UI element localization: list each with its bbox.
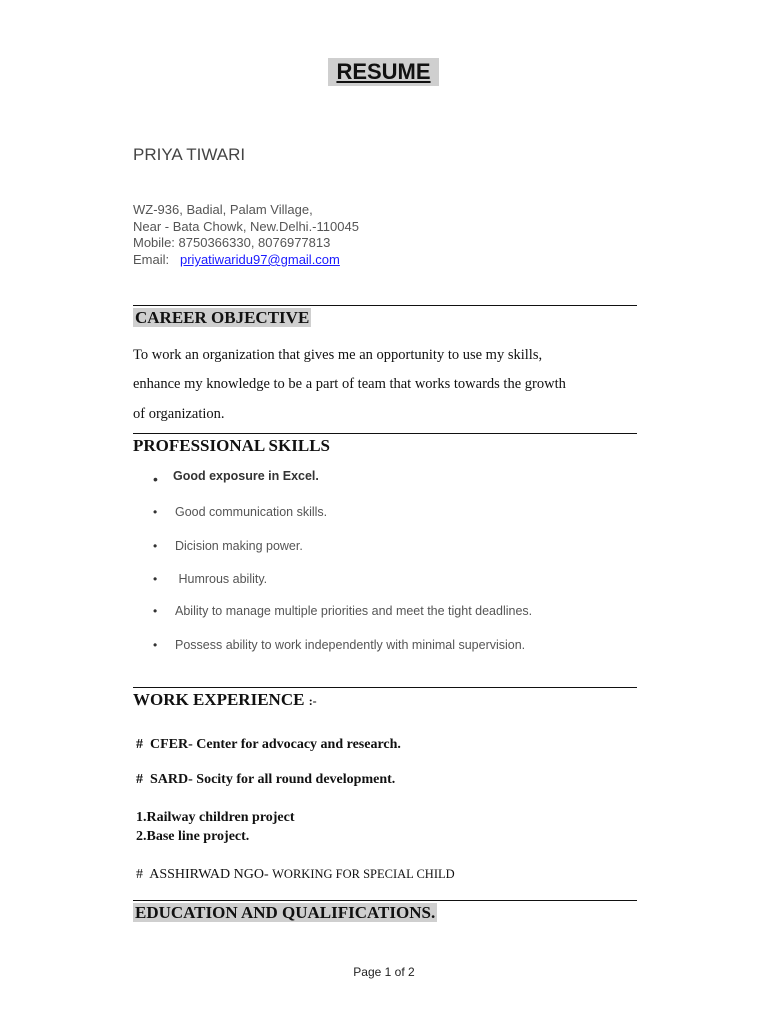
education-heading: [133, 902, 437, 924]
work-subitem: 1.Railway children project: [136, 810, 295, 825]
objective-line-3: of organization.: [133, 406, 225, 422]
skill-item: Possess ability to work independently with minimal supervision.: [175, 638, 526, 652]
document-title: RESUME: [328, 58, 439, 86]
skill-item: Humrous ability.: [175, 572, 268, 586]
skill-item: Good exposure in Excel.: [173, 469, 319, 483]
work-item-description: WORKING FOR SPECIAL CHILD: [272, 867, 455, 881]
address-line-2: Near - Bata Chowk, New.Delhi.-110045: [133, 219, 359, 234]
bullet-icon: •: [153, 638, 158, 652]
candidate-name: PRIYA TIWARI: [133, 145, 246, 164]
education-heading-text: EDUCATION AND QUALIFICATIONS.: [135, 903, 436, 922]
section-divider: [133, 687, 637, 688]
mobile-numbers: Mobile: 8750366330, 8076977813: [133, 235, 331, 250]
address-line-1: WZ-936, Badial, Palam Village,: [133, 202, 313, 217]
bullet-icon: •: [153, 505, 158, 519]
work-experience-heading: [133, 689, 317, 712]
objective-line-1: To work an organization that gives me an opportunity to use my skills,: [133, 347, 543, 363]
objective-line-2: enhance my knowledge to be a part of team that works towards the growth: [133, 376, 566, 392]
work-experience-heading-suffix: :-: [308, 694, 317, 708]
work-item: [136, 865, 455, 884]
skill-item: Ability to manage multiple priorities and meet the tight deadlines.: [175, 604, 533, 618]
career-objective-heading: [133, 307, 311, 329]
email-link[interactable]: priyatiwaridu97@gmail.com: [180, 252, 340, 267]
bullet-icon: •: [153, 539, 158, 553]
skill-item: Dicision making power.: [175, 539, 303, 553]
bullet-icon: •: [153, 604, 158, 618]
bullet-icon: •: [153, 471, 158, 487]
work-subitem: 2.Base line project.: [136, 829, 250, 844]
work-item: # SARD- Socity for all round development.: [136, 772, 396, 787]
professional-skills-heading: PROFESSIONAL SKILLS: [133, 436, 330, 455]
page-number: Page 1 of 2: [353, 965, 415, 979]
career-objective-heading-text: CAREER OBJECTIVE: [135, 308, 310, 327]
bullet-icon: •: [153, 572, 158, 586]
work-item: # CFER- Center for advocacy and research.: [136, 737, 401, 752]
email-label: Email:: [133, 252, 170, 267]
work-experience-heading-text: WORK EXPERIENCE: [133, 690, 305, 709]
section-divider: [133, 900, 637, 901]
work-item-org: # ASSHIRWAD NGO-: [136, 867, 269, 882]
section-divider: [133, 305, 637, 306]
skill-item: Good communication skills.: [175, 505, 328, 519]
section-divider: [133, 433, 637, 434]
